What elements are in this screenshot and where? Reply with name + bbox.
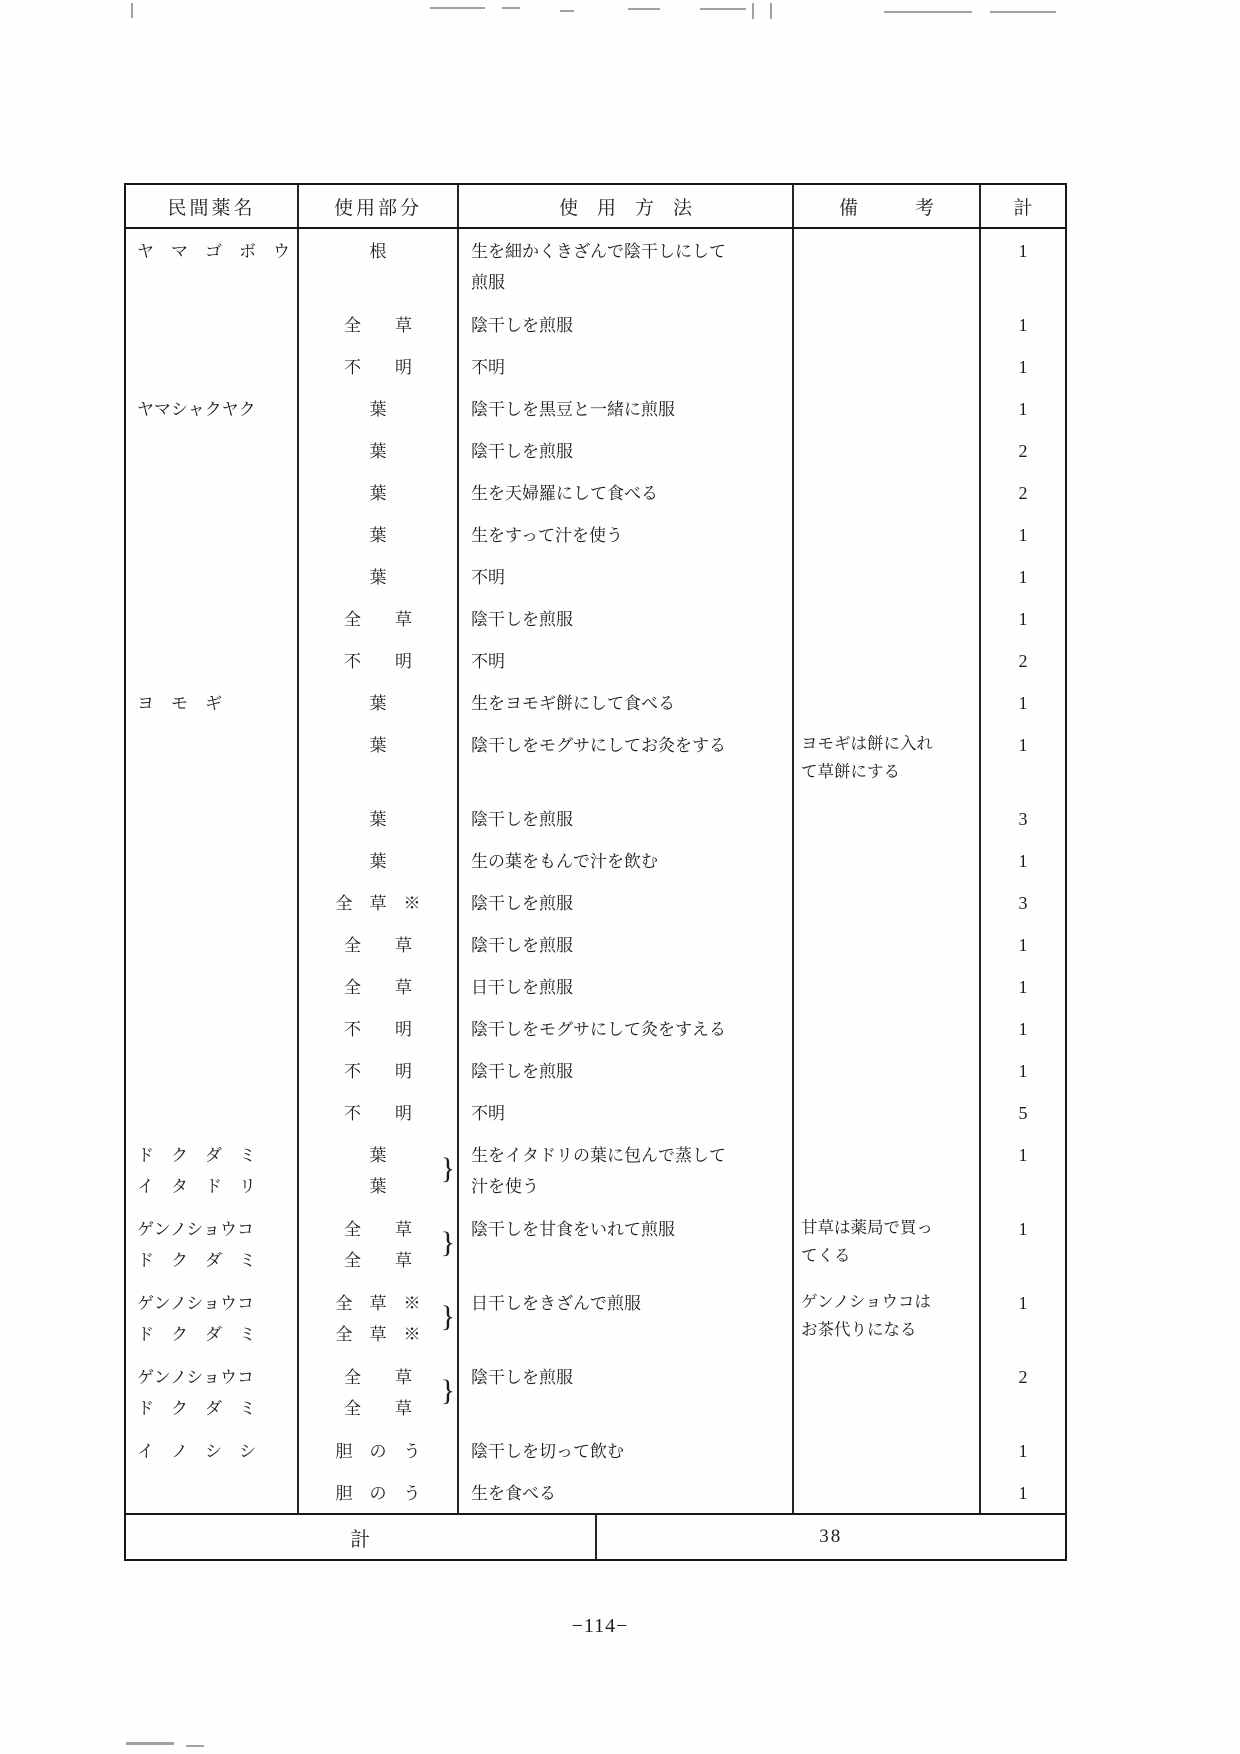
usage-method-cell <box>459 681 794 723</box>
remark-cell <box>794 429 981 471</box>
usage-method: 陰干しをモグサにして灸をすえる <box>471 1020 726 1039</box>
medicine-name: ゲンノショウコ <box>137 1220 254 1239</box>
count-value: 1 <box>1018 1061 1028 1081</box>
usage-method-cell <box>459 513 794 555</box>
remark-cell <box>794 1049 981 1091</box>
remark-cell <box>794 1429 981 1471</box>
medicine-name: ゲンノショウコ <box>137 1294 254 1313</box>
scan-artifact <box>770 3 772 19</box>
used-part-cell <box>299 681 459 723</box>
usage-method: 不明 <box>471 652 505 671</box>
brace-glyph: } <box>440 1373 455 1407</box>
used-part: 胆 の う <box>335 1484 421 1503</box>
medicine-name-cell <box>126 1133 299 1207</box>
brace-glyph: } <box>440 1299 455 1333</box>
used-part-cell <box>299 1007 459 1049</box>
used-part: 葉 <box>369 1146 387 1165</box>
scan-artifact <box>990 11 1056 13</box>
used-part: 不 明 <box>344 1104 412 1123</box>
usage-method-cell <box>459 1355 794 1429</box>
count-value: 2 <box>1018 1367 1028 1387</box>
used-part-cell <box>299 1355 459 1429</box>
table-row <box>126 681 1065 723</box>
scan-artifact <box>700 8 746 10</box>
used-part: 葉 <box>369 694 387 713</box>
table-row <box>126 1281 1065 1355</box>
remark-cell <box>794 881 981 923</box>
usage-method: 陰干しを煎服 <box>471 316 573 335</box>
usage-method: 陰干しを甘食をいれて煎服 <box>471 1220 675 1239</box>
used-part-cell <box>299 1091 459 1133</box>
remark-cell <box>794 1007 981 1049</box>
usage-method-cell <box>459 303 794 345</box>
table-row <box>126 597 1065 639</box>
usage-method: 陰干しをモグサにしてお灸をする <box>471 736 726 755</box>
remark: ヨモギは餅に入れ <box>801 734 933 753</box>
usage-method: 生をヨモギ餅にして食べる <box>471 694 675 713</box>
medicine-name-cell <box>126 555 299 597</box>
table-row <box>126 797 1065 839</box>
medicine-name-cell <box>126 1007 299 1049</box>
remark-cell <box>794 681 981 723</box>
medicine-name-cell <box>126 471 299 513</box>
scan-artifact <box>752 3 754 19</box>
used-part: 全 草 <box>344 316 412 335</box>
usage-method-cell <box>459 1471 794 1513</box>
usage-method-cell <box>459 965 794 1007</box>
medicine-name-cell <box>126 1091 299 1133</box>
used-part: 全 草 <box>344 1251 412 1270</box>
table-total-row <box>126 1513 1065 1559</box>
used-part-cell <box>299 723 459 797</box>
table-row <box>126 1355 1065 1429</box>
used-part-cell <box>299 639 459 681</box>
used-part: 不 明 <box>344 358 412 377</box>
used-part: 葉 <box>369 1177 387 1196</box>
used-part-cell <box>299 1471 459 1513</box>
medicine-name-cell <box>126 923 299 965</box>
used-part: 葉 <box>369 484 387 503</box>
count-value: 1 <box>1018 241 1028 261</box>
used-part: 全 草 <box>344 610 412 629</box>
used-part-cell <box>299 1049 459 1091</box>
count-value: 1 <box>1018 1441 1028 1461</box>
usage-method: 日干しをきざんで煎服 <box>471 1294 641 1313</box>
count-value: 5 <box>1018 1103 1028 1123</box>
medicine-name-cell <box>126 429 299 471</box>
usage-method: 生を天婦羅にして食べる <box>471 484 658 503</box>
count-value: 2 <box>1018 651 1028 671</box>
remark-cell <box>794 303 981 345</box>
usage-method-cell <box>459 723 794 797</box>
medicine-name: ド ク ダ ミ <box>137 1325 256 1344</box>
count-value: 3 <box>1018 893 1028 913</box>
remark-cell <box>794 639 981 681</box>
remark-cell <box>794 1355 981 1429</box>
used-part: 葉 <box>369 526 387 545</box>
used-part: 全 草 <box>344 936 412 955</box>
table-row <box>126 1207 1065 1281</box>
count-value: 1 <box>1018 735 1028 755</box>
header-usage-method: 使 用 方 法 <box>459 185 794 227</box>
usage-method: 陰干しを煎服 <box>471 1368 573 1387</box>
used-part-cell <box>299 597 459 639</box>
used-part-cell <box>299 555 459 597</box>
usage-method: 陰干しを煎服 <box>471 936 573 955</box>
table-header-row <box>126 185 1065 229</box>
remark-cell <box>794 839 981 881</box>
usage-method: 日干しを煎服 <box>471 978 573 997</box>
usage-method: 陰干しを煎服 <box>471 610 573 629</box>
used-part-cell <box>299 229 459 303</box>
count-value: 3 <box>1018 809 1028 829</box>
table-row <box>126 1133 1065 1207</box>
remark: て草餅にする <box>801 762 900 781</box>
count-value: 1 <box>1018 935 1028 955</box>
usage-method-cell <box>459 1281 794 1355</box>
medicine-name: ド ク ダ ミ <box>137 1251 256 1270</box>
remark-cell <box>794 229 981 303</box>
table-row <box>126 1049 1065 1091</box>
usage-method-cell <box>459 839 794 881</box>
folk-medicine-table <box>124 183 1067 1561</box>
used-part: 葉 <box>369 852 387 871</box>
table-row <box>126 1471 1065 1513</box>
used-part-cell <box>299 471 459 513</box>
count-value: 2 <box>1018 483 1028 503</box>
scan-artifact <box>560 10 574 12</box>
remark-cell <box>794 513 981 555</box>
used-part-cell <box>299 965 459 1007</box>
remark-cell <box>794 723 981 797</box>
medicine-name-cell <box>126 513 299 555</box>
remark: 甘草は薬局で買っ <box>801 1218 933 1237</box>
used-part: 葉 <box>369 400 387 419</box>
remark-cell <box>794 1281 981 1355</box>
remark-cell <box>794 1133 981 1207</box>
count-value: 1 <box>1018 1019 1028 1039</box>
count-value: 2 <box>1018 441 1028 461</box>
remark: お茶代りになる <box>801 1320 917 1339</box>
count-value: 1 <box>1018 977 1028 997</box>
count-value: 1 <box>1018 525 1028 545</box>
usage-method: 不明 <box>471 1104 505 1123</box>
used-part: 不 明 <box>344 652 412 671</box>
table-row <box>126 471 1065 513</box>
scan-artifact <box>502 7 520 9</box>
medicine-name-cell <box>126 797 299 839</box>
used-part: 葉 <box>369 736 387 755</box>
table-row <box>126 387 1065 429</box>
remark-cell <box>794 923 981 965</box>
used-part: 不 明 <box>344 1020 412 1039</box>
usage-method-cell <box>459 229 794 303</box>
remark-cell <box>794 965 981 1007</box>
usage-method-cell <box>459 387 794 429</box>
medicine-name-cell <box>126 723 299 797</box>
remark: てくる <box>801 1246 851 1265</box>
medicine-name-cell <box>126 1471 299 1513</box>
remark-cell <box>794 345 981 387</box>
header-medicine-name: 民間薬名 <box>126 185 299 227</box>
remark-cell <box>794 597 981 639</box>
scan-artifact <box>430 7 485 9</box>
count-value: 1 <box>1018 399 1028 419</box>
usage-method: 陰干しを煎服 <box>471 1062 573 1081</box>
count-value: 1 <box>1018 315 1028 335</box>
used-part: 全 草 <box>344 1220 412 1239</box>
remark-cell <box>794 1207 981 1281</box>
table-body <box>126 229 1065 1513</box>
usage-method: 不明 <box>471 358 505 377</box>
table-row <box>126 345 1065 387</box>
count-value: 1 <box>1018 1293 1028 1313</box>
remark: ゲンノショウコは <box>801 1292 932 1311</box>
used-part: 全 草 ※ <box>335 894 421 913</box>
used-part-cell <box>299 1207 459 1281</box>
used-part-cell <box>299 345 459 387</box>
usage-method-cell <box>459 1207 794 1281</box>
medicine-name-cell <box>126 965 299 1007</box>
usage-method-cell <box>459 471 794 513</box>
medicine-name-cell <box>126 1281 299 1355</box>
table-row <box>126 1429 1065 1471</box>
used-part-cell <box>299 839 459 881</box>
used-part-cell <box>299 429 459 471</box>
table-row <box>126 881 1065 923</box>
medicine-name-cell <box>126 639 299 681</box>
used-part: 葉 <box>369 810 387 829</box>
used-part: 全 草 <box>344 978 412 997</box>
table-row <box>126 303 1065 345</box>
used-part: 胆 の う <box>335 1442 421 1461</box>
table-row <box>126 513 1065 555</box>
used-part-cell <box>299 303 459 345</box>
used-part: 全 草 <box>344 1399 412 1418</box>
medicine-name-cell <box>126 303 299 345</box>
remark-cell <box>794 1471 981 1513</box>
used-part-cell <box>299 923 459 965</box>
usage-method: 陰干しを煎服 <box>471 442 573 461</box>
table-row <box>126 839 1065 881</box>
medicine-name: ヤマシャクヤク <box>137 400 256 419</box>
usage-method-cell <box>459 639 794 681</box>
page-number: −114− <box>571 1615 629 1637</box>
medicine-name: ゲンノショウコ <box>137 1368 254 1387</box>
usage-method: 陰干しを黒豆と一緒に煎服 <box>471 400 675 419</box>
used-part: 全 草 ※ <box>335 1294 421 1313</box>
medicine-name: ド ク ダ ミ <box>137 1399 256 1418</box>
usage-method-cell <box>459 1091 794 1133</box>
medicine-name-cell <box>126 1355 299 1429</box>
remark-cell <box>794 471 981 513</box>
count-value: 1 <box>1018 567 1028 587</box>
scan-artifact <box>186 1745 204 1747</box>
remark-cell <box>794 797 981 839</box>
medicine-name-cell <box>126 1049 299 1091</box>
count-value: 1 <box>1018 609 1028 629</box>
usage-method-cell <box>459 797 794 839</box>
medicine-name-cell <box>126 881 299 923</box>
remark-cell <box>794 387 981 429</box>
scan-artifact <box>126 1742 174 1745</box>
usage-method: 陰干しを煎服 <box>471 810 573 829</box>
header-total: 計 <box>1013 197 1033 219</box>
used-part: 葉 <box>369 442 387 461</box>
usage-method-cell <box>459 429 794 471</box>
count-value: 1 <box>1018 1483 1028 1503</box>
table-row <box>126 1007 1065 1049</box>
table-row <box>126 429 1065 471</box>
medicine-name: ヨ モ ギ <box>137 694 222 713</box>
usage-method: 生を食べる <box>471 1484 556 1503</box>
medicine-name: イ タ ド リ <box>137 1177 256 1196</box>
count-value: 1 <box>1018 1219 1028 1239</box>
medicine-name: ド ク ダ ミ <box>137 1146 256 1165</box>
used-part-cell <box>299 797 459 839</box>
table-row <box>126 723 1065 797</box>
medicine-name-cell <box>126 681 299 723</box>
count-value: 1 <box>1018 1145 1028 1165</box>
usage-method: 生を細かくきざんで陰干しにして <box>471 242 726 261</box>
used-part-cell <box>299 513 459 555</box>
header-used-part: 使用部分 <box>299 185 459 227</box>
count-value: 1 <box>1018 357 1028 377</box>
remark-cell <box>794 1091 981 1133</box>
usage-method: 陰干しを切って飲む <box>471 1442 624 1461</box>
medicine-name-cell <box>126 1429 299 1471</box>
count-value: 1 <box>1018 851 1028 871</box>
used-part: 不 明 <box>344 1062 412 1081</box>
scan-artifact <box>131 3 133 18</box>
brace-glyph: } <box>440 1151 455 1185</box>
medicine-name-cell <box>126 1207 299 1281</box>
used-part-cell <box>299 1133 459 1207</box>
medicine-name-cell <box>126 597 299 639</box>
total-label: 計 <box>126 1515 597 1559</box>
header-remarks: 備 考 <box>794 185 981 227</box>
usage-method-cell <box>459 923 794 965</box>
usage-method-cell <box>459 1049 794 1091</box>
medicine-name-cell <box>126 839 299 881</box>
used-part-cell <box>299 1429 459 1471</box>
count-value: 1 <box>1018 693 1028 713</box>
total-value: 38 <box>819 1526 843 1547</box>
usage-method-cell <box>459 345 794 387</box>
usage-method-cell <box>459 555 794 597</box>
used-part-cell <box>299 1281 459 1355</box>
usage-method-cell <box>459 1133 794 1207</box>
table-row <box>126 965 1065 1007</box>
used-part-cell <box>299 387 459 429</box>
usage-method-cell <box>459 1429 794 1471</box>
usage-method-cell <box>459 597 794 639</box>
scan-artifact <box>884 11 972 13</box>
table-row <box>126 229 1065 303</box>
scan-artifact <box>628 8 660 10</box>
medicine-name: イ ノ シ シ <box>137 1442 256 1461</box>
used-part: 全 草 ※ <box>335 1325 421 1344</box>
medicine-name-cell <box>126 229 299 303</box>
table-row <box>126 555 1065 597</box>
table-row <box>126 923 1065 965</box>
usage-method-cell <box>459 1007 794 1049</box>
usage-method: 汁を使う <box>471 1177 539 1196</box>
usage-method: 煎服 <box>471 273 505 292</box>
used-part-cell <box>299 881 459 923</box>
used-part: 全 草 <box>344 1368 412 1387</box>
remark-cell <box>794 555 981 597</box>
medicine-name: ヤ マ ゴ ボ ウ <box>137 242 290 261</box>
medicine-name-cell <box>126 345 299 387</box>
brace-glyph: } <box>440 1225 455 1259</box>
usage-method: 生の葉をもんで汁を飲む <box>471 852 658 871</box>
usage-method: 生をイタドリの葉に包んで蒸して <box>471 1146 726 1165</box>
usage-method: 不明 <box>471 568 505 587</box>
table-row <box>126 1091 1065 1133</box>
usage-method: 生をすって汁を使う <box>471 526 623 545</box>
used-part: 葉 <box>369 568 387 587</box>
table-row <box>126 639 1065 681</box>
usage-method-cell <box>459 881 794 923</box>
medicine-name-cell <box>126 387 299 429</box>
usage-method: 陰干しを煎服 <box>471 894 573 913</box>
used-part: 根 <box>369 242 387 261</box>
